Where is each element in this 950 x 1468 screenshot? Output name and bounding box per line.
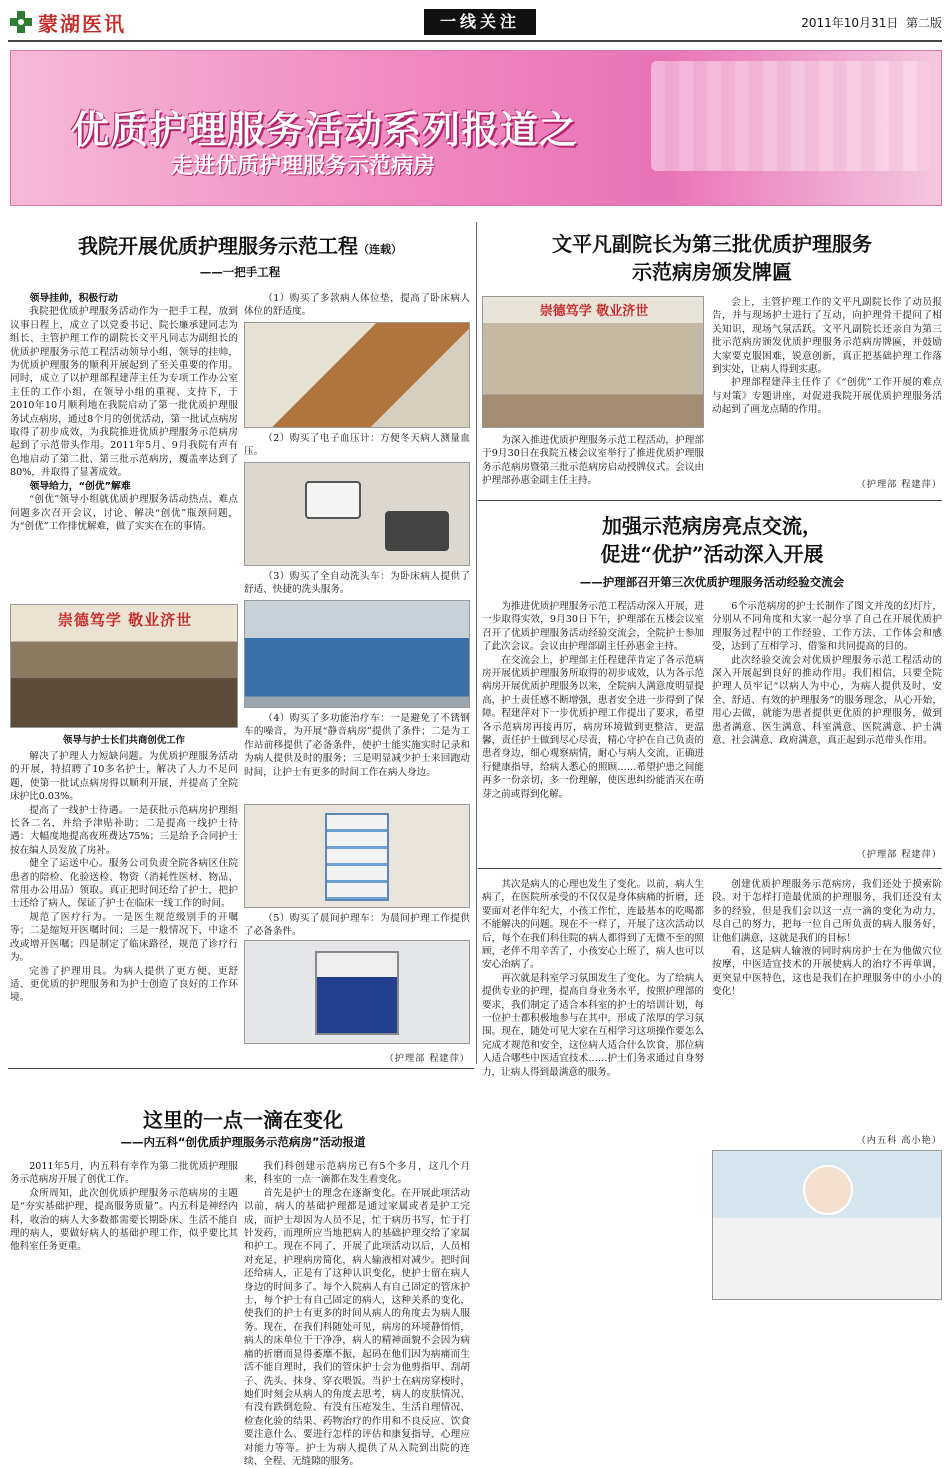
paragraph: 此次经验交流会对优质护理服务示范工程活动的深入开展起到良好的推动作用。我们相信，只要全院护理人员牢记“以病人为中心，为病人提供及时、安全、舒适、有效的护理服务”的服务理念，从心开始，用心去做，就能为患者提供更优质的护理服务，做到患者满意、医生满意、科室满意、医院满意、护士满意、社会满意、政府满意，真正起到示范带头作用。	[712, 654, 942, 747]
article-3-credit: （护理部 程建萍）	[856, 849, 942, 860]
paragraph: 看，这是病人输液的同时病房护士在为他做穴位按摩，中医适宜技术的开展使病人的治疗不再单调，更突显中医特色，这也是我们在护理服务中的小小的变化！	[712, 946, 942, 998]
item-caption: （2）购买了电子血压计：方便冬天病人测量血压。	[244, 433, 470, 458]
title-text: 我院开展优质护理服务示范工程	[78, 234, 358, 258]
paragraph: 2011年5月，内五科有幸作为第二批优质护理服务示范病房开展了创优工作。	[10, 1161, 238, 1186]
paragraph: 为推进优质护理服务示范工程活动深入开展，进一步取得实效，9月30日下午，护理部在五楼会议室召开了优质护理服务活动经验交流会，全院护士参加了此次会议。会议由护理部副主任孙惠金主持。	[482, 601, 704, 653]
article-2-credit: （护理部 程建萍）	[856, 479, 942, 490]
banner-decoration	[651, 61, 931, 171]
banner-title: 优质护理服务活动系列报道之	[71, 108, 579, 152]
article-3-col-left	[482, 600, 704, 862]
article-4-col-3	[482, 878, 704, 1302]
logo-icon	[8, 10, 34, 34]
treatment-cart-photo	[244, 804, 470, 908]
article-1-col-right	[244, 292, 470, 319]
article-4-title: 这里的一点一滴在变化	[143, 1108, 343, 1132]
header-rule	[8, 40, 942, 42]
paragraph: 会上，主管护理工作的文平凡副院长作了动员报告，并与现场护士进行了互动，向护理骨干提问了相关知识，现场气氛活跃。文平凡副院长还亲自为第三批示范病房颁发优质护理服务示范病房牌匾，并鼓励大家要克服困难，锐意创新，真正把基础护理工作落到实处，让病人得到实惠。	[712, 297, 942, 376]
section-rule	[8, 1068, 474, 1069]
article-3-subtitle: ——护理部召开第三次优质护理服务活动经验交流会	[579, 575, 845, 589]
acupressure-photo	[712, 1150, 942, 1300]
article-2-col-right	[712, 296, 942, 417]
title-line: 文平凡副院长为第三批优质护理服务	[552, 232, 872, 256]
monitor-icon	[305, 481, 361, 519]
paragraph: 我院把优质护理服务活动作为一把手工程，放到议事日程上，成立了以党委书记、院长廉承建同志为组长、主管护理工作的副院长文平凡同志为副组长的优质护理服务示范工程活动领导小组，领导的挂帅，为优质护理服务的顺利开展起到了至关重要的作用。同时，成立了以护理部程建萍主任为专项工作办公室主任的工作小组，在领导小组的重视、支持下，于2010年10月顺利地在我院启动了第一批优质护理服务试点病房，通过8个月的创优活动，第一批试点病房取得了初步成效，为我院推进优质护理服务示范病房起到了示范带头作用。2011年5月、9月我院有声有色地启动了第二批、第三批示范病房，覆盖率达到了80%，并取得了显著成效。	[10, 306, 238, 479]
photo-caption: 领导与护士长们共商创优工作	[63, 735, 185, 746]
column-label: 一线关注	[424, 9, 536, 35]
banner-subtitle: 走进优质护理服务示范病房	[171, 154, 436, 179]
paragraph: 提高了一线护士待遇。一是获批示范病房护理组长各二名，并给予津贴补助；二是提高一线护士待遇：大幅度地提高夜班费达75%；三是给予合同护士按在编人员发放了房补。	[10, 804, 238, 856]
paragraph: 在交流会上，护理部主任程建萍肯定了各示范病房开展优质护理服务所取得的初步成效，认为各示范病房开展优质护理服务以来，全院病人满意度明显提高，护士责任感不断增强，患者安全进一步得到了保障。程建萍对下一步优质护理工作提出了要求，希望各示范病房再接再厉，病房环境做到更整洁、更温馨，责任护士做到尽心尽责，精心守护在自己负责的患者身边，细心观察病情，耐心与病人交流，正确进行健康指导，给病人悉心的照顾……希望护患之间能再多一份亲切，多一份理解，使医患纠纷能消灭在萌芽之前或得到化解。	[482, 654, 704, 800]
paragraph: “创优”领导小组就优质护理服务活动热点、难点问题多次召开会议，讨论、解决“创优”瓶颈问题，为“创优”工作排忧解难，做了实实在在的事情。	[10, 494, 238, 532]
paragraph: 健全了运送中心。服务公司负责全院各病区住院患者的陪检、化验送检、物资（消耗性医材、物品、常用办公用品）领取。真正把时间还给了护士，把护士还给了病人，保证了护士在临床一线工作的时间。	[10, 858, 238, 910]
article-4-col-1	[10, 1160, 238, 1302]
paragraph: 其次是病人的心理也发生了变化。以前，病人生病了，在医院所承受的不仅仅是身体病痛的折磨，还要面对老伴年纪大，小孩工作忙，连最基本的吃喝都不能解决的问题。现在不一样了，开展了这次活动以后，每个在我们科住院的病人都得到了无微不至的照顾，老伴不用辛苦了，小孩安心上班了，病人也可以安心治病了。	[482, 879, 704, 971]
cart-icon	[325, 813, 389, 901]
article-1-col-left-2	[10, 750, 238, 1005]
meeting-photo	[10, 604, 238, 728]
paragraph: 6个示范病房的护士长制作了图文并茂的幻灯片，分别从不同角度和大家一起分享了自己在开展优质护理服务过程中的工作经验、工作方法、工作体会和感受，达到了互相学习、借鉴和共同提高的目的。	[712, 601, 942, 653]
position-pad-photo	[244, 322, 470, 428]
item-block	[244, 570, 470, 597]
award-ceremony-photo	[482, 296, 704, 428]
article-3-title	[482, 512, 942, 568]
article-1-credit: （护理部 程建萍）	[384, 1053, 470, 1064]
banner	[10, 50, 942, 206]
blood-pressure-monitor-photo	[244, 462, 470, 566]
article-1-col-left	[10, 292, 238, 533]
page-number: 第二版	[905, 16, 942, 30]
nurse-figure	[803, 1165, 853, 1215]
paragraph: 完善了护理用具。为病人提供了更方便、更舒适、更优质的护理服务和为护士创造了良好的工作环境。	[10, 965, 238, 1004]
column-divider	[476, 222, 477, 1064]
title-line: 示范病房颁发牌匾	[632, 260, 792, 284]
title-suffix: （连载）	[358, 243, 402, 256]
item-block	[244, 912, 470, 939]
title-line: 加强示范病房亮点交流，	[602, 514, 822, 538]
article-2-col-left	[482, 434, 704, 488]
section-rule	[478, 500, 942, 501]
date-text: 2011年10月31日	[801, 16, 899, 30]
masthead	[8, 6, 942, 44]
article-4-credit: （内五科 高小艳）	[856, 1135, 942, 1146]
item-block	[244, 712, 470, 779]
display-icon	[385, 511, 449, 551]
cart-icon	[315, 951, 399, 1035]
item-caption: （4）购买了多功能治疗车：一是避免了不锈钢车的噪音，为开展“静音病房”提供了条件；二是为工作站前移提供了必备条件，使护士能实施实时记录和为病人提供及时的服务；三是明显减少护士来回跑动时间，让护士有更多的时间工作在病人身边。	[244, 713, 470, 778]
section-heading: 领导给力，“创优”解难	[29, 480, 131, 492]
section-heading: 领导挂帅，积极行动	[29, 293, 118, 304]
newspaper-logo: 蒙湖医讯	[38, 12, 126, 36]
section-rule	[478, 868, 942, 869]
article-4-col-4	[712, 878, 942, 1126]
paragraph: 为深入推进优质护理服务示范工程活动，护理部于9月30日在我院五楼会议室举行了推进优质护理服务示范病房暨第三批示范病房启动授牌仪式。会议由护理部孙惠金副主任主持。	[482, 435, 704, 487]
paragraph: 再次就是科室学习氛围发生了变化。为了给病人提供专业的护理，提高自身业务水平，按照护理部的要求，我们制定了适合本科室的护士的培训计划，每一位护士都积极地参与在其中，形成了浓厚的学习氛围。现在，随处可见大家在互相学习这项操作要怎么完成才规范和安全，这位病人适合什么饮食，那位病人适合哪些中医适宜技术……护士们务求通过自身努力，让病人得到最满意的服务。	[482, 972, 704, 1078]
morning-care-cart-photo	[244, 940, 470, 1044]
item-caption: （1）购买了多款病人体位垫，提高了卧床病人体位的舒适度。	[244, 293, 470, 318]
issue-date	[801, 14, 942, 31]
title-line: 促进“优护”活动深入开展	[600, 542, 824, 566]
article-1-subtitle: ——一把手工程	[199, 265, 281, 279]
item-caption: （3）购买了全自动洗头车：为卧床病人提供了舒适、快捷的洗头服务。	[244, 571, 470, 596]
photo-banner-text: 崇德笃学 敬业济世	[539, 304, 649, 319]
item-caption: （5）购买了晨间护理车：为晨间护理工作提供了必备条件。	[244, 913, 470, 938]
hair-wash-cart-photo	[244, 600, 470, 708]
article-4-subtitle: ——内五科“创优质护理服务示范病房”活动报道	[120, 1135, 366, 1149]
paragraph: 规范了医疗行为。一是医生规范级别手的开嘱等；二是缩短开医嘱时间；三是一般情况下，中途不改或增开医嘱；四是制定了临床路径，规范了诊疗行为。	[10, 911, 238, 964]
paragraph: 我们科创建示范病房已有5个多月，这几个月来，科室的一点一滴都在发生着变化。	[244, 1161, 470, 1186]
paragraph: 护理部程建萍主任作了《“创优”工作开展的难点与对策》专题讲座，对促进我院开展优质护理服务活动起到了画龙点睛的作用。	[712, 377, 942, 416]
article-3-col-right	[712, 600, 942, 840]
item-block	[244, 432, 470, 459]
paragraph: 众所周知，此次创优质护理服务示范病房的主题是“夯实基础护理，提高服务质量”。内五科是神经内科，收治的病人大多数都需要长期卧床、生活不能自理的病人，要做好病人的基础护理工作，似乎要比其他科室任务更重。	[10, 1187, 238, 1253]
paragraph: 创建优质护理服务示范病房，我们还处于摸索阶段。对于怎样打造最优质的护理服务，我们还没有太多的经验，但是我们会以这一点一滴的变化为动力，尽自己的努力，把每一位自己所负责的病人服务好，让他们满意，这就是我们的目标！	[712, 879, 942, 944]
article-2-title	[482, 230, 942, 286]
article-1-title	[10, 230, 470, 259]
photo-banner-text: 崇德笃学 敬业济世	[57, 611, 193, 629]
paragraph: 首先是护士的理念在逐渐变化。在开展此项活动以前，病人的基础护理都是通过家属或者是护工完成，而护士却因为人员不足，忙于病历书写，忙于打针发药，而理所应当地把病人的基础护理交给了家属和护工。现在不同了，开展了此项活动以后，人员相对充足，护理病房简化，病人输液相对减少。把时间还给病人，正是有了这种认识变化，使护士留在病人身边的时间多了。每个入院病人有自己固定的管床护士，每个护士有自己固定的病人，这种关系的变化，使我们的护士有更多的时间从病人的角度去为病人服务。现在，在我们科随处可见，病房的环境静悄悄，病人的床单位干干净净，病人的精神面貌不会因为病痛的折磨而显得萎靡不振，起码在他们因为病痛而生活不能自理时，我们的管床护士会为他剪指甲、刮胡子、洗头、抹身、穿衣喂饭。当护士在病房穿梭时，她们时刻会从病人的角度去思考，病人的皮肤情况、有没有跌倒危险、有没有压疮发生、生活自理情况、检查化验的结果、药物治疗的作用和不良反应、饮食要注意什么、要进行怎样的评估和康复指导、心理应对能力等等。护士为病人提供了从入院到出院的连续、全程、无缝隙的服务。	[244, 1187, 470, 1467]
paragraph: 解决了护理人力短缺问题。为优质护理服务活动的开展，特招聘了10多名护士，解决了人力不足问题，使第一批试点病房得以顺利开展，并提高了全院床护比0.03%。	[10, 751, 238, 803]
article-4-col-2	[244, 1160, 470, 1467]
